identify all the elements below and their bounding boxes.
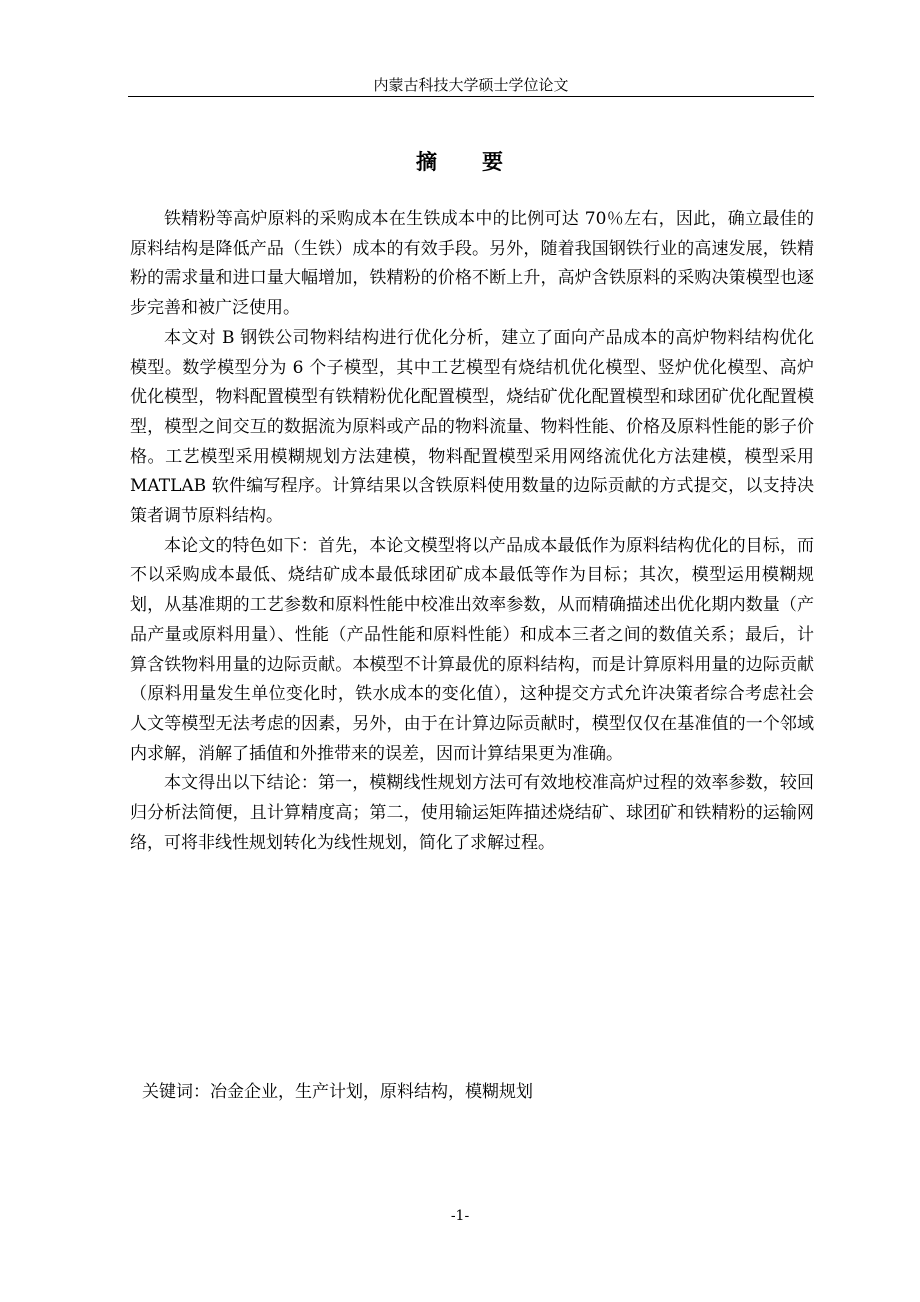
abstract-title-char-1: 摘 bbox=[416, 149, 438, 174]
abstract-paragraph-4: 本文得出以下结论：第一，模糊线性规划方法可有效地校准高炉过程的效率参数，较回归分析法简便，且计算精度高；第二，使用输运矩阵描述烧结矿、球团矿和铁精粉的运输网络，可将非线性规划转化为线性规划，简化了求解过程。 bbox=[130, 773, 814, 853]
keywords-list: 冶金企业，生产计划，原料结构，模糊规划 bbox=[210, 1082, 533, 1102]
abstract-title-char-2: 要 bbox=[482, 149, 504, 174]
abstract-title bbox=[0, 146, 920, 176]
abstract-paragraph-3: 本论文的特色如下：首先，本论文模型将以产品成本最低作为原料结构优化的目标，而不以采购成本最低、烧结矿成本最低球团矿成本最低等作为目标；其次，模型运用模糊规划，从基准期的工艺参数和原料性能中校准出效率参数，从而精确描述出优化期内数量（产品产量或原料用量）、性能（产品性能和原料性能）和成本三者之间的数值关系；最后，计算含铁物料用量的边际贡献。本模型不计算最优的原料结构，而是计算原料用量的边际贡献（原料用量发生单位变化时，铁水成本的变化值），这种提交方式允许决策者综合考虑社会人文等模型无法考虑的因素，另外，由于在计算边际贡献时，模型仅仅在基准值的一个邻域内求解，消解了插值和外推带来的误差，因而计算结果更为准确。 bbox=[130, 535, 814, 764]
abstract-body bbox=[130, 205, 814, 858]
running-header: 内蒙古科技大学硕士学位论文 bbox=[128, 76, 814, 97]
abstract-paragraph-1: 铁精粉等高炉原料的采购成本在生铁成本中的比例可达 70％左右，因此，确立最佳的原料结构是降低产品（生铁）成本的有效手段。另外，随着我国钢铁行业的高速发展，铁精粉的需求量和进口量大幅增加，铁精粉的价格不断上升，高炉含铁原料的采购决策模型也逐步完善和被广泛使用。 bbox=[130, 209, 814, 319]
page-number: -1- bbox=[450, 1208, 470, 1224]
keywords-label: 关键词： bbox=[142, 1082, 210, 1102]
abstract-paragraph-2: 本文对 B 钢铁公司物料结构进行优化分析，建立了面向产品成本的高炉物料结构优化模型。数学模型分为 6 个子模型，其中工艺模型有烧结机优化模型、竖炉优化模型、高炉优化模型，物料配置模型有铁精粉优化配置模型，烧结矿优化配置模型和球团矿优化配置模型，模型之间交互的数据流为原料或产品的物料流量、物料性能、价格及原料性能的影子价格。工艺模型采用模糊规划方法建模，物料配置模型采用网络流优化方法建模，模型采用 MATLAB 软件编写程序。计算结果以含铁原料使用数量的边际贡献的方式提交，以支持决策者调节原料结构。 bbox=[130, 327, 814, 527]
keywords-line bbox=[142, 1080, 533, 1104]
